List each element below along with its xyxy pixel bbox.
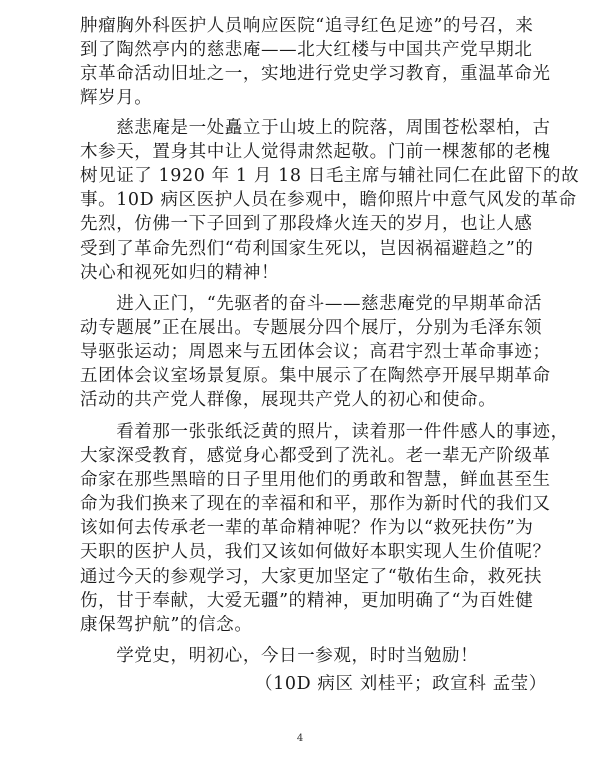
text-line: 慈悲庵是一处矗立于山坡上的院落，周围苍松翠柏，古	[80, 118, 551, 138]
text-line: 辉岁月。	[80, 88, 153, 108]
text-line: 京革命活动旧址之一，实地进行党史学习教育，重温革命光	[80, 64, 551, 84]
text-line: 动专题展”正在展出。专题展分四个展厅，分别为毛泽东领	[80, 318, 543, 338]
text-line: 五团体会议室场景复原。集中展示了在陶然亭开展早期革命	[80, 366, 551, 386]
text-line: 伤，甘于奉献，大爱无疆”的精神，更加明确了“为百姓健	[80, 591, 534, 611]
text-line: 康保驾护航”的信念。	[80, 615, 253, 635]
text-line: 先烈，仿佛一下子回到了那段烽火连天的岁月，也让人感	[80, 214, 533, 234]
text-line: 肿瘤胸外科医护人员响应医院“追寻红色足迹”的号召，来	[80, 16, 534, 36]
text-line: 受到了革命先烈们“苟利国家生死以，岂因祸福避趋之”的	[80, 239, 534, 259]
text-line: 决心和视死如归的精神！	[80, 263, 280, 283]
text-line: 事。10D 病区医护人员在参观中，瞻仰照片中意气风发的革命	[80, 190, 577, 210]
text-line: 木参天，置身其中让人觉得肃然起敬。门前一棵葱郁的老槐	[80, 142, 551, 162]
text-line: 该如何去传承老一辈的革命精神呢？作为以“救死扶伤”为	[80, 518, 534, 538]
text-line: 通过今天的参观学习，大家更加坚定了“敬佑生命，救死扶	[80, 567, 543, 587]
text-line: 活动的共产党人群像，展现共产党人的初心和使命。	[80, 390, 497, 410]
text-line: 大家深受教育，感觉身心都受到了洗礼。老一辈无产阶级革	[80, 446, 551, 466]
text-line: 天职的医护人员，我们又该如何做好本职实现人生价值呢？	[80, 542, 551, 562]
text-line: 进入正门，“先驱者的奋斗——慈悲庵党的早期革命活	[80, 294, 543, 314]
text-line: 树见证了 1920 年 1 月 18 日毛主席与辅社同仁在此留下的故	[80, 166, 580, 186]
text-line: 命为我们换来了现在的幸福和和平，那作为新时代的我们又	[80, 494, 551, 514]
text-line: 学党史，明初心，今日一参观，时时当勉励！	[80, 646, 479, 666]
page-number: 4	[296, 733, 304, 744]
text-line: 命家在那些黑暗的日子里用他们的勇敢和智慧，鲜血甚至生	[80, 470, 551, 490]
text-line: 到了陶然亭内的慈悲庵——北大红楼与中国共产党早期北	[80, 40, 533, 60]
author-signature: （10D 病区 刘桂平；政宣科 孟莹）	[255, 674, 547, 694]
text-line: 看着那一张张纸泛黄的照片，读着那一件件感人的事迹，	[80, 422, 569, 442]
text-line: 导驱张运动；周恩来与五团体会议；高君宇烈士革命事迹；	[80, 342, 551, 362]
